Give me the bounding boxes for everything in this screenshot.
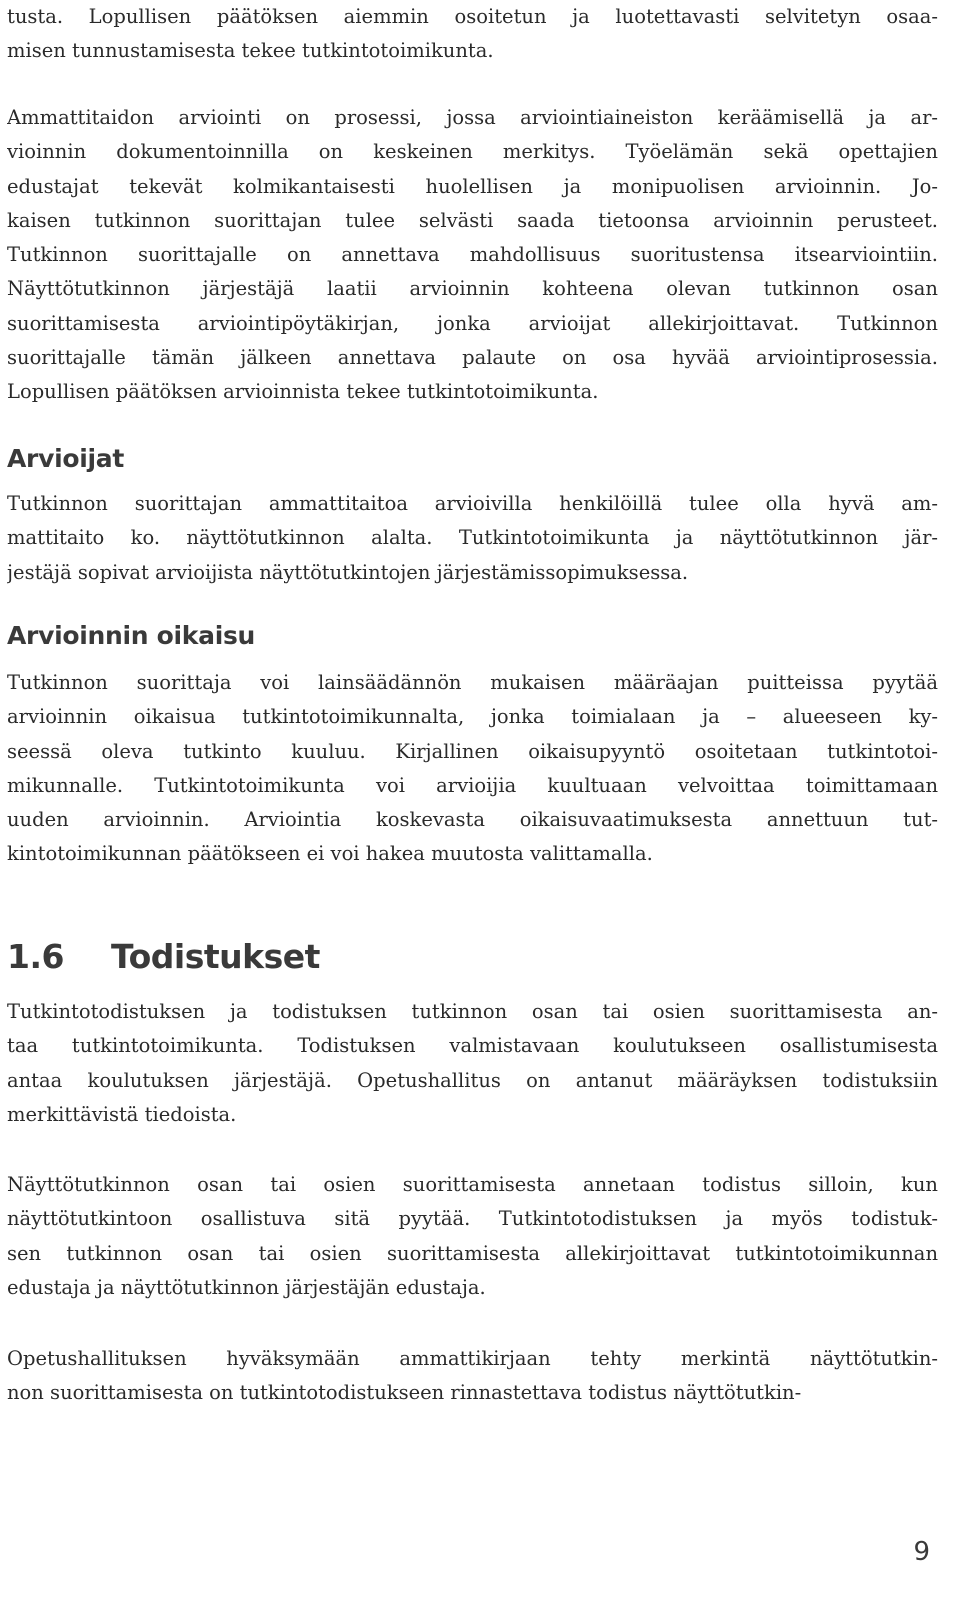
text-line: arvioinnin oikaisua tutkintotoimikunnalta, jonka toimialaan ja – alueeseen ky- [7,705,938,729]
text-line: kaisen tutkinnon suorittajan tulee selvästi saada tietoonsa arvioinnin perusteet. [7,208,938,232]
heading-arvioijat: Arvioijat [7,444,124,473]
text-line: jestäjä sopivat arvioijista näyttötutkintojen järjestämissopimuksessa. [7,560,689,584]
text-line: sen tutkinnon osan tai osien suorittamisesta allekirjoittavat tutkintotoimikunnan [7,1241,938,1265]
text-line: Opetushallituksen hyväksymään ammattikirjaan tehty merkintä näyttötutkin- [7,1347,938,1370]
text-line: Tutkinnon suorittajalle on annettava mahdollisuus suoritustensa itsearviointiin. [7,243,938,267]
heading-arvioinnin-oikaisu: Arvioinnin oikaisu [7,621,256,650]
text-line: Tutkinnon suorittaja voi lainsäädännön mukaisen määräajan puitteissa pyytää [7,671,938,694]
page-number: 9 [913,1537,930,1567]
text-line: suorittamisesta arviointipöytäkirjan, jonka arvioijat allekirjoittavat. Tutkinnon [7,311,938,335]
section-heading-todistukset [7,937,320,976]
paragraph-appeal [7,666,938,872]
text-line: edustajat tekevät kolmikantaisesti huolellisen ja monipuolisen arvioinnin. Jo- [7,174,938,198]
text-line: uuden arvioinnin. Arviointia koskevasta oikaisuvaatimuksesta annettuun tut- [7,808,938,832]
text-line: merkittävistä tiedoista. [7,1102,237,1126]
text-line: misen tunnustamisesta tekee tutkintotoimikunta. [7,39,494,63]
text-line: mikunnalle. Tutkintotoimikunta voi arvioijia kuultuaan velvoittaa toimittamaan [7,773,938,797]
paragraph-assessment-process [7,101,938,410]
paragraph-certificates [7,995,938,1132]
text-line: Ammattitaidon arviointi on prosessi, jossa arviointiaineiston keräämisellä ja ar- [7,106,938,129]
paragraph-intro [7,0,938,69]
text-line: Näyttötutkinnon järjestäjä laatii arvioinnin kohteena olevan tutkinnon osan [7,277,938,301]
paragraph-certificate-request [7,1168,938,1305]
text-line: Tutkintotodistuksen ja todistuksen tutkinnon osan tai osien suorittamisesta an- [7,1000,938,1023]
text-line: edustaja ja näyttötutkinnon järjestäjän edustaja. [7,1275,486,1299]
text-line: Lopullisen päätöksen arvioinnista tekee tutkintotoimikunta. [7,380,599,404]
text-line: Tutkinnon suorittajan ammattitaitoa arvioivilla henkilöillä tulee olla hyvä am- [7,492,938,515]
text-line: vioinnin dokumentoinnilla on keskeinen merkitys. Työelämän sekä opettajien [7,140,938,164]
text-line: näyttötutkintoon osallistuva sitä pyytää. Tutkintotodistuksen ja myös todistuk- [7,1207,938,1231]
section-number: 1.6 [7,937,64,976]
text-line: Näyttötutkinnon osan tai osien suorittamisesta annetaan todistus silloin, kun [7,1173,938,1196]
text-line: tusta. Lopullisen päätöksen aiemmin osoitetun ja luotettavasti selvitetyn osaa- [7,5,938,28]
text-line: suorittajalle tämän jälkeen annettava palaute on osa hyvää arviointiprosessia. [7,346,938,370]
text-line: seessä oleva tutkinto kuuluu. Kirjallinen oikaisupyyntö osoitetaan tutkintotoi- [7,739,938,763]
paragraph-assessors [7,487,938,590]
section-title: Todistukset [111,937,320,976]
text-line: non suorittamisesta on tutkintotodistukseen rinnastettava todistus näyttötutkin- [7,1381,802,1405]
text-line: mattitaito ko. näyttötutkinnon alalta. Tutkintotoimikunta ja näyttötutkinnon jär- [7,526,938,550]
text-line: taa tutkintotoimikunta. Todistuksen valmistavaan koulutukseen osallistumisesta [7,1034,938,1058]
text-line: antaa koulutuksen järjestäjä. Opetushallitus on antanut määräyksen todistuksiin [7,1068,938,1092]
paragraph-professional-book [7,1342,938,1411]
text-line: kintotoimikunnan päätökseen ei voi hakea muutosta valittamalla. [7,842,653,866]
